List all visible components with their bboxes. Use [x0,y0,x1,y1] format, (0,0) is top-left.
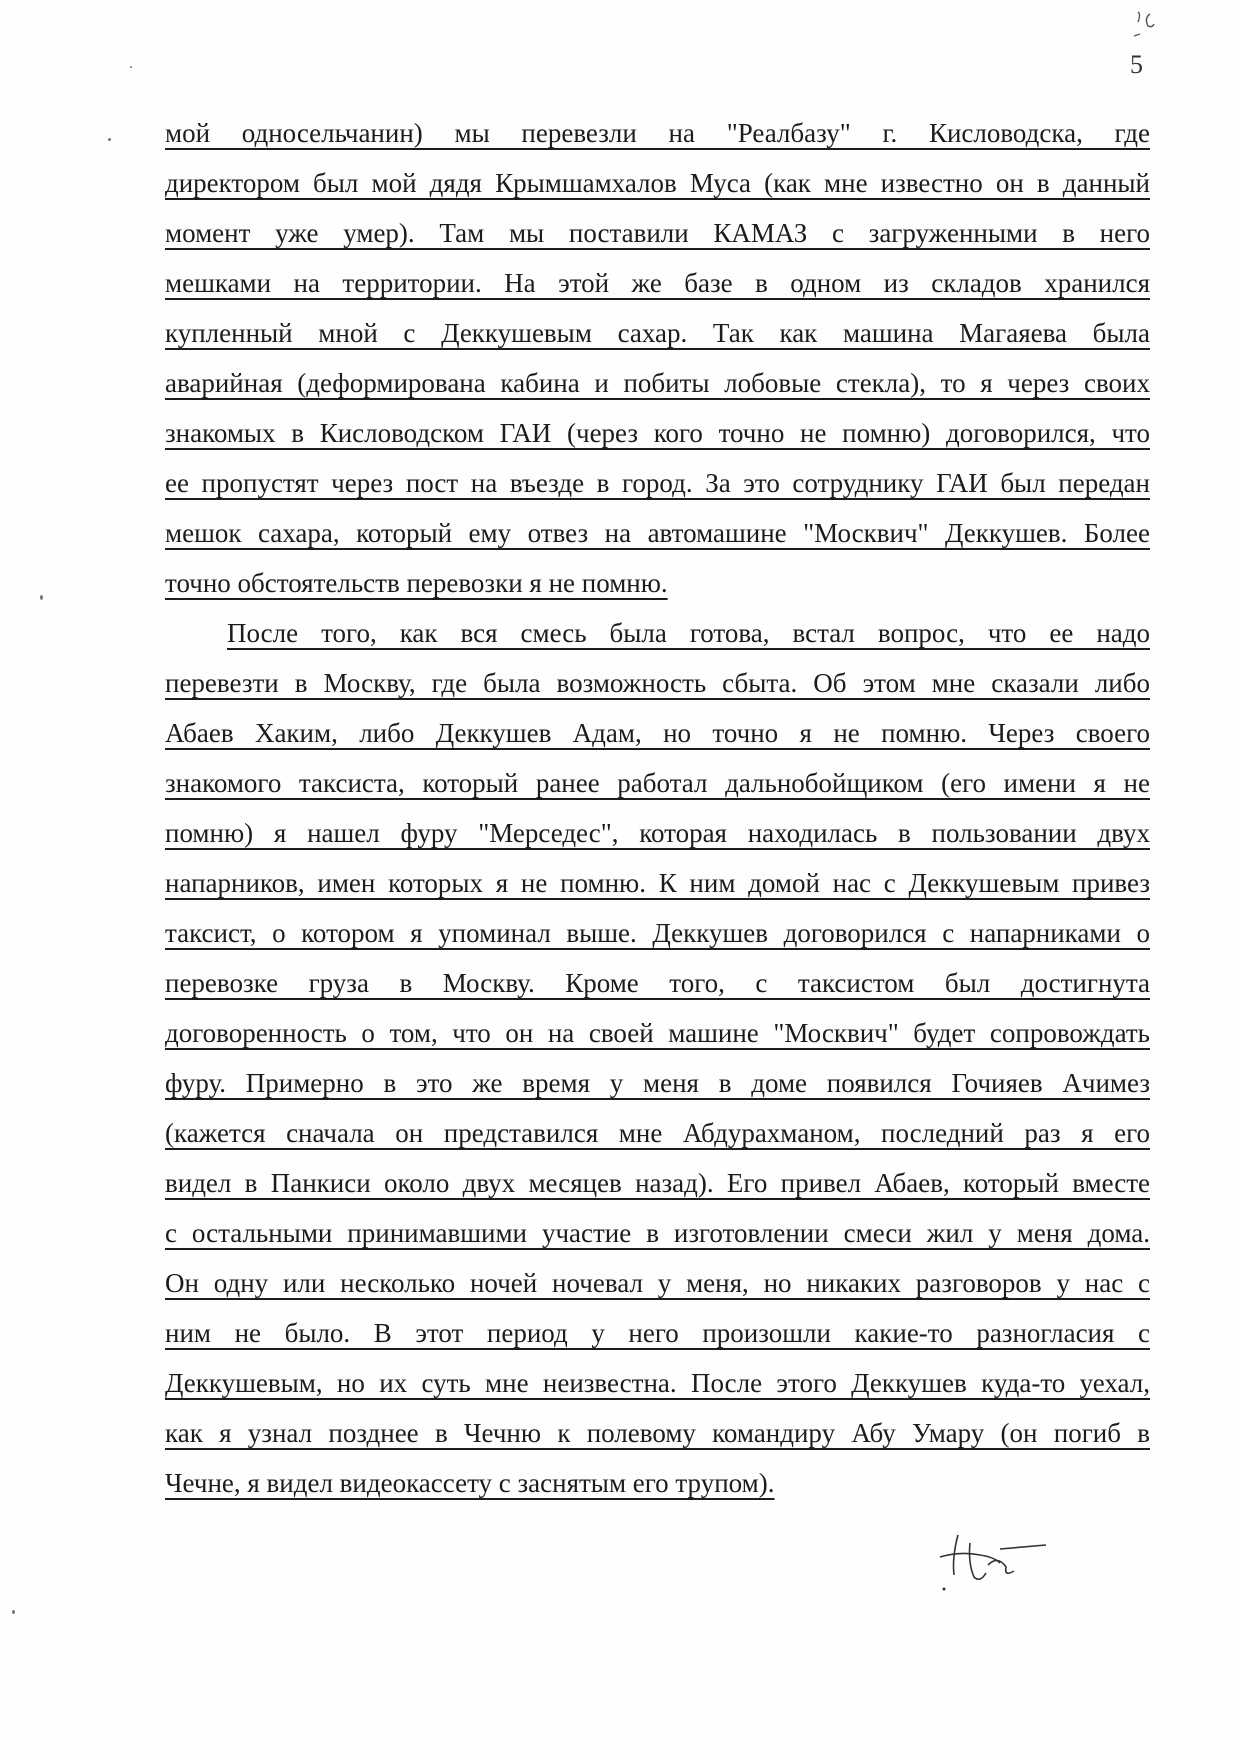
text-line: купленный мной с Деккушевым сахар. Так как машина Магаяева была [165,318,1150,348]
text-line: перевозке груза в Москву. Кроме того, с таксистом был достигнута [165,968,1150,998]
text-line: знакомого таксиста, который ранее работал дальнобойщиком (его имени я не [165,768,1150,798]
text-line: момент уже умер). Там мы поставили КАМАЗ с загруженными в него [165,218,1150,248]
text-line: таксист, о котором я упоминал выше. Деккушев договорился с напарниками о [165,918,1150,948]
text-line: с остальными принимавшими участие в изготовлении смеси жил у меня дома. [165,1218,1150,1248]
scan-speck [108,138,111,141]
text-line: мешок сахара, который ему отвез на автомашине "Москвич" Деккушев. Более [165,518,1150,548]
text-line: мой односельчанин) мы перевезли на "Реалбазу" г. Кисловодска, где [165,118,1150,148]
scan-speck [130,66,132,68]
text-line: Чечне, я видел видеокассету с заснятым его трупом). [165,1468,775,1498]
text-line: перевезти в Москву, где была возможность сбыта. Об этом мне сказали либо [165,668,1150,698]
text-line: точно обстоятельств перевозки я не помню. [165,568,668,598]
page-number: 5 [1130,50,1143,79]
text-line: напарников, имен которых я не помню. К ним домой нас с Деккушевым привез [165,868,1150,898]
text-line: мешками на территории. На этой же базе в одном из складов хранился [165,268,1150,298]
text-line: аварийная (деформирована кабина и побиты лобовые стекла), то я через своих [165,368,1150,398]
text-line: как я узнал позднее в Чечню к полевому командиру Абу Умару (он погиб в [165,1418,1150,1448]
scan-speck [40,595,43,600]
handwritten-corner-mark [1120,8,1170,48]
text-line: (кажется сначала он представился мне Абдурахманом, последний раз я его [165,1118,1150,1148]
text-line: помню) я нашел фуру "Мерседес", которая находилась в пользовании двух [165,818,1150,848]
text-line: ним не было. В этот период у него произошли какие-то разногласия с [165,1318,1150,1348]
text-line: договоренность о том, что он на своей машине "Москвич" будет сопровождать [165,1018,1150,1048]
text-line: Абаев Хаким, либо Деккушев Адам, но точно я не помню. Через своего [165,718,1150,748]
scan-speck [12,1610,15,1614]
document-body [165,108,1150,1508]
text-line: видел в Панкиси около двух месяцев назад). Его привел Абаев, который вместе [165,1168,1150,1198]
handwritten-signature [930,1525,1050,1595]
text-line: знакомых в Кисловодском ГАИ (через кого точно не помню) договорился, что [165,418,1150,448]
text-line: Он одну или несколько ночей ночевал у меня, но никаких разговоров у нас с [165,1268,1150,1298]
text-line: директором был мой дядя Крымшамхалов Муса (как мне известно он в данный [165,168,1150,198]
text-line: Деккушевым, но их суть мне неизвестна. После этого Деккушев куда-то уехал, [165,1368,1150,1398]
text-line: фуру. Примерно в это же время у меня в доме появился Гочияев Ачимез [165,1068,1150,1098]
text-line: После того, как вся смесь была готова, встал вопрос, что ее надо [227,618,1150,648]
text-line: ее пропустят через пост на въезде в город. За это сотруднику ГАИ был передан [165,468,1150,498]
